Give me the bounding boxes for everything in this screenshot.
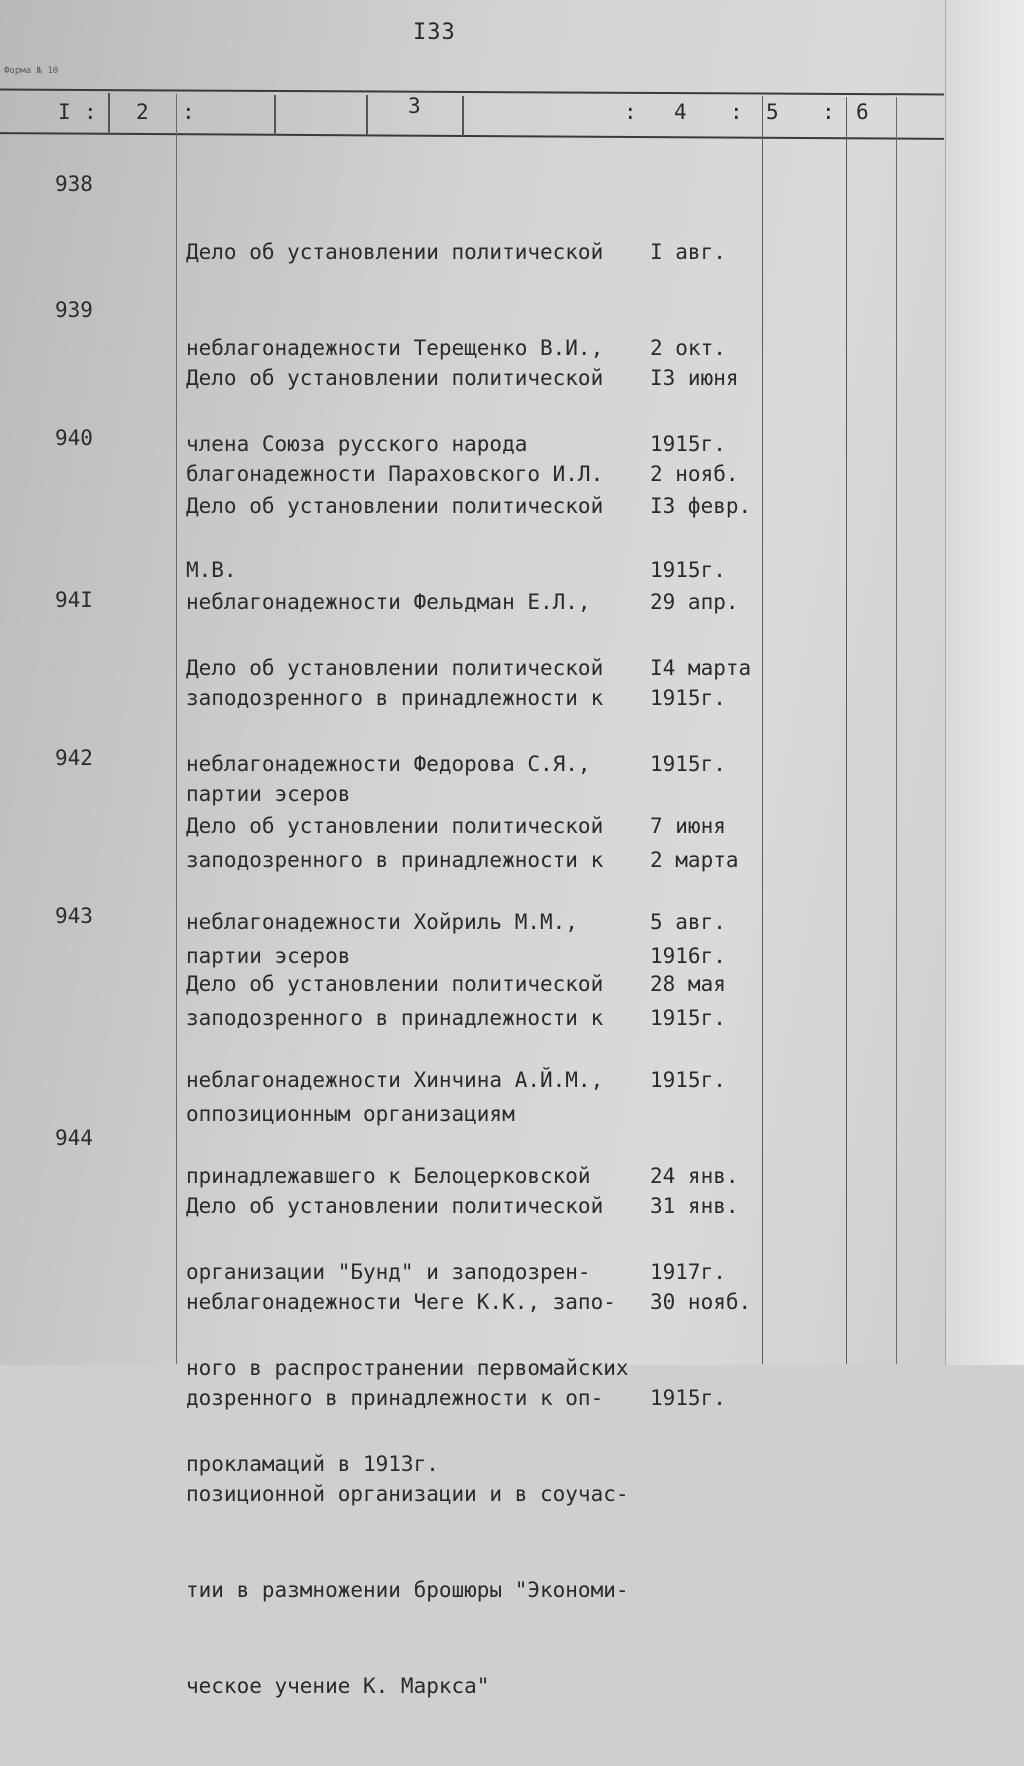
date-line: 1915г.: [650, 686, 726, 710]
description-line: партии эсеров: [186, 944, 351, 968]
description-line: тии в размножении брошюры "Экономи-: [186, 1578, 629, 1602]
date-line: 28 мая: [650, 972, 726, 996]
description-line: прокламаций в 1913г.: [186, 1452, 439, 1476]
description-line: неблагонадежности Хойриль М.М.,: [186, 910, 578, 934]
column-separator-2: :: [182, 100, 197, 124]
date-line: 1915г.: [650, 432, 726, 456]
description-line: неблагонадежности Фельдман Е.Л.,: [186, 590, 591, 614]
page-number: I33: [413, 20, 456, 45]
entry-number: 94I: [55, 588, 93, 612]
entry-dates: [650, 1126, 760, 1478]
column-divider-3: [274, 95, 276, 135]
date-line: 31 янв.: [650, 1194, 739, 1218]
date-line: 1915г.: [650, 558, 726, 582]
date-line: I авг.: [650, 240, 726, 264]
description-line: ческое учение К. Маркса": [186, 1674, 490, 1698]
date-line: 1915г.: [650, 1068, 726, 1092]
description-line: Дело об установлении политической: [186, 366, 604, 390]
date-line: I4 марта: [650, 656, 752, 680]
entry-number: 943: [55, 904, 93, 928]
date-line: I3 июня: [650, 366, 739, 390]
column-divider-4: [366, 95, 368, 135]
column-divider-6: [762, 96, 763, 1364]
date-line: 1915г.: [650, 1006, 726, 1030]
column-divider-8: [896, 97, 897, 1364]
column-divider-7: [846, 97, 847, 1364]
column-number-1: I: [58, 100, 73, 124]
date-line: 29 апр.: [650, 590, 739, 614]
description-line: ного в распространении первомайских: [186, 1356, 629, 1380]
column-number-3: 3: [408, 94, 423, 118]
header-top-rule: [0, 89, 944, 96]
entry-number: 938: [55, 172, 93, 196]
description-line: организации "Бунд" и заподозрен-: [186, 1260, 591, 1284]
description-line: заподозренного в принадлежности к: [186, 1006, 604, 1030]
column-divider-5: [462, 96, 464, 136]
entry-description: [186, 1126, 656, 1766]
description-line: Дело об установлении политической: [186, 656, 604, 680]
column-separator-5: :: [822, 100, 837, 124]
description-line: члена Союза русского народа: [186, 432, 528, 456]
description-line: партии эсеров: [186, 782, 351, 806]
description-line: Дело об установлении политической: [186, 1194, 604, 1218]
description-line: неблагонадежности Федорова С.Я.,: [186, 752, 591, 776]
description-line: позиционной организации и в соучас-: [186, 1482, 629, 1506]
entry-number: 939: [55, 298, 93, 322]
column-separator-4: :: [730, 100, 745, 124]
date-line: 2 окт.: [650, 336, 726, 360]
description-line: неблагонадежности Чеге К.К., запо-: [186, 1290, 616, 1314]
description-line: заподозренного в принадлежности к: [186, 848, 604, 872]
date-line: 2 марта: [650, 848, 739, 872]
description-line: М.В.: [186, 558, 237, 582]
description-line: оппозиционным организациям: [186, 1102, 515, 1126]
column-divider-1: [108, 93, 110, 135]
description-line: неблагонадежности Хинчина А.Й.М.,: [186, 1068, 604, 1092]
page-edge: [945, 0, 1024, 1365]
date-line: 1915г.: [650, 1386, 726, 1410]
description-line: Дело об установлении политической: [186, 494, 604, 518]
date-line: 24 янв.: [650, 1164, 739, 1188]
date-line: I3 февр.: [650, 494, 752, 518]
column-number-5: 5: [766, 100, 781, 124]
column-number-6: 6: [856, 100, 871, 124]
entry-number: 944: [55, 1126, 93, 1150]
description-line: Дело об установлении политической: [186, 972, 604, 996]
form-label: Форма № 10: [4, 66, 59, 76]
description-line: дозренного в принадлежности к оп-: [186, 1386, 604, 1410]
entry-number: 942: [55, 746, 93, 770]
description-line: принадлежавшего к Белоцерковской: [186, 1164, 591, 1188]
date-line: 7 июня: [650, 814, 726, 838]
header-bottom-rule: [0, 132, 944, 140]
column-number-4: 4: [674, 100, 689, 124]
date-line: 1916г.: [650, 944, 726, 968]
date-line: 2 нояб.: [650, 462, 739, 486]
description-line: благонадежности Параховского И.Л.: [186, 462, 604, 486]
description-line: неблагонадежности Терещенко В.И.,: [186, 336, 604, 360]
description-line: заподозренного в принадлежности к: [186, 686, 604, 710]
date-line: 30 нояб.: [650, 1290, 752, 1314]
entry-number: 940: [55, 426, 93, 450]
date-line: 1915г.: [650, 752, 726, 776]
column-divider-2: [176, 94, 177, 1364]
date-line: 5 авг.: [650, 910, 726, 934]
date-line: 1917г.: [650, 1260, 726, 1284]
description-line: Дело об установлении политической: [186, 240, 604, 264]
column-separator-1: :: [84, 100, 99, 124]
description-line: Дело об установлении политической: [186, 814, 604, 838]
column-separator-3: :: [624, 100, 639, 124]
column-number-2: 2: [136, 100, 151, 124]
